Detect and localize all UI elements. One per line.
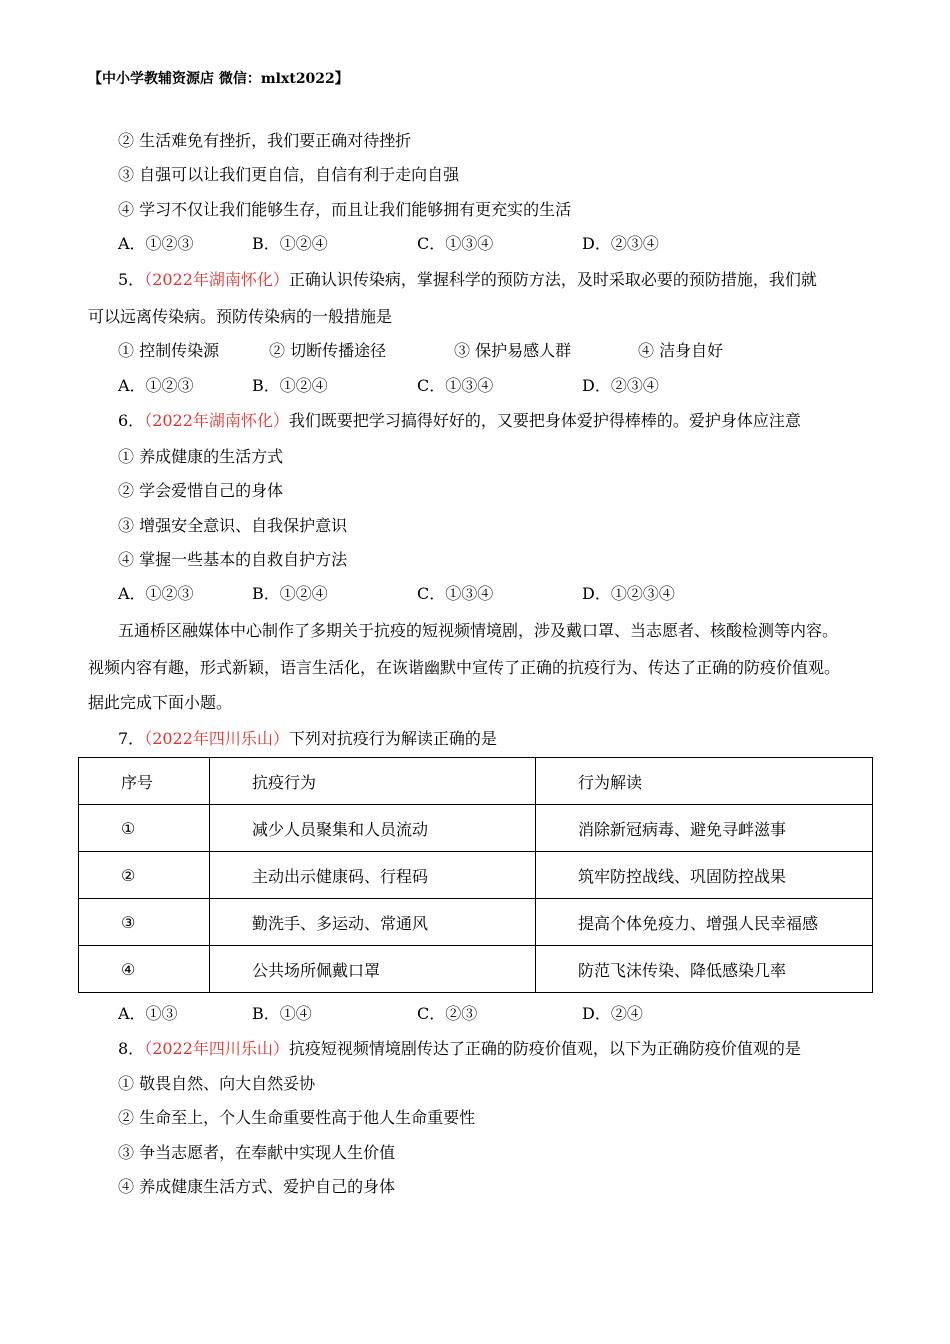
q8-item-4: ④ 养成健康生活方式、爱护自己的身体 xyxy=(118,1177,396,1196)
table-cell: 公共场所佩戴口罩 xyxy=(210,946,536,993)
q7-option-b[interactable]: B．①④ xyxy=(252,1004,312,1023)
q8-source: （2022年四川乐山） xyxy=(144,1039,289,1058)
q8-number: 8． xyxy=(118,1039,145,1058)
q5-stem-line1 xyxy=(118,267,817,290)
q5-choice-1: ① 控制传染源 xyxy=(118,341,220,360)
table-cell: 防范飞沫传染、降低感染几率 xyxy=(536,946,873,993)
q6-number: 6． xyxy=(118,411,145,430)
q5-option-d[interactable]: D．②③④ xyxy=(582,376,659,395)
q6-option-d[interactable]: D．①②③④ xyxy=(582,584,675,603)
table-cell: 主动出示健康码、行程码 xyxy=(210,852,536,899)
q5-stem-line2: 可以远离传染病。预防传染病的一般措施是 xyxy=(88,307,393,326)
q4-option-c[interactable]: C．①③④ xyxy=(417,234,494,253)
q4-item-4: ④ 学习不仅让我们能够生存，而且让我们能够拥有更充实的生活 xyxy=(118,200,572,219)
q7-option-a[interactable]: A．①③ xyxy=(118,1004,178,1023)
table-row xyxy=(79,805,873,852)
table-row xyxy=(79,852,873,899)
table-row xyxy=(79,946,873,993)
q8-item-1: ① 敬畏自然、向大自然妥协 xyxy=(118,1074,316,1093)
q7-number: 7． xyxy=(118,729,145,748)
q5-choice-3: ③ 保护易感人群 xyxy=(454,341,572,360)
q6-item-2: ② 学会爱惜自己的身体 xyxy=(118,481,284,500)
q4-option-d[interactable]: D．②③④ xyxy=(582,234,659,253)
table-cell: ④ xyxy=(79,946,210,993)
q5-choice-4: ④ 洁身自好 xyxy=(638,341,724,360)
page-header: 【中小学教辅资源店 微信：mlxt2022】 xyxy=(88,71,349,87)
q4-option-a[interactable]: A．①②③ xyxy=(118,234,194,253)
q8-item-2: ② 生命至上，个人生命重要性高于他人生命重要性 xyxy=(118,1108,476,1127)
table-cell: 筑牢防控战线、巩固防控战果 xyxy=(536,852,873,899)
q5-option-c[interactable]: C．①③④ xyxy=(417,376,494,395)
material-line-1: 五通桥区融媒体中心制作了多期关于抗疫的短视频情境剧，涉及戴口罩、当志愿者、核酸检测等内容。 xyxy=(118,621,839,640)
table-cell: 减少人员聚集和人员流动 xyxy=(210,805,536,852)
q6-stem xyxy=(118,408,801,431)
q7-table xyxy=(78,757,873,993)
q4-item-3: ③ 自强可以让我们更自信，自信有利于走向自强 xyxy=(118,165,460,184)
q8-item-3: ③ 争当志愿者，在奉献中实现人生价值 xyxy=(118,1143,396,1162)
table-cell: ① xyxy=(79,805,210,852)
q7-stem xyxy=(118,726,497,749)
q4-option-b[interactable]: B．①②④ xyxy=(252,234,328,253)
q5-source: （2022年湖南怀化） xyxy=(144,270,289,289)
q5-choice-2: ② 切断传播途径 xyxy=(269,341,387,360)
table-header-cell: 行为解读 xyxy=(536,758,873,805)
q5-option-b[interactable]: B．①②④ xyxy=(252,376,328,395)
q6-item-4: ④ 掌握一些基本的自救自护方法 xyxy=(118,550,348,569)
q6-option-b[interactable]: B．①②④ xyxy=(252,584,328,603)
q7-option-d[interactable]: D．②④ xyxy=(582,1004,643,1023)
table-row xyxy=(79,899,873,946)
q4-item-2: ② 生活难免有挫折，我们要正确对待挫折 xyxy=(118,131,412,150)
q5-number: 5． xyxy=(118,270,145,289)
table-header-row xyxy=(79,758,873,805)
material-line-3: 据此完成下面小题。 xyxy=(88,693,233,712)
q8-stem-text: 抗疫短视频情境剧传达了正确的防疫价值观，以下为正确防疫价值观的是 xyxy=(288,1039,801,1058)
q5-stem-text: 正确认识传染病，掌握科学的预防方法，及时采取必要的预防措施，我们就 xyxy=(288,270,817,289)
table-header-cell: 序号 xyxy=(79,758,210,805)
table-header-cell: 抗疫行为 xyxy=(210,758,536,805)
table-cell: 勤洗手、多运动、常通风 xyxy=(210,899,536,946)
q7-source: （2022年四川乐山） xyxy=(144,729,289,748)
q6-source: （2022年湖南怀化） xyxy=(144,411,289,430)
q6-item-1: ① 养成健康的生活方式 xyxy=(118,447,284,466)
table-cell: 消除新冠病毒、避免寻衅滋事 xyxy=(536,805,873,852)
q6-item-3: ③ 增强安全意识、自我保护意识 xyxy=(118,516,348,535)
q7-stem-text: 下列对抗疫行为解读正确的是 xyxy=(288,729,497,748)
q6-option-a[interactable]: A．①②③ xyxy=(118,584,194,603)
q8-stem xyxy=(118,1036,801,1059)
q5-option-a[interactable]: A．①②③ xyxy=(118,376,194,395)
table-cell: ③ xyxy=(79,899,210,946)
table-cell: ② xyxy=(79,852,210,899)
table-cell: 提高个体免疫力、增强人民幸福感 xyxy=(536,899,873,946)
material-line-2: 视频内容有趣，形式新颖，语言生活化，在诙谐幽默中宣传了正确的抗疫行为、传达了正确的防疫价值观。 xyxy=(88,658,841,677)
q6-stem-text: 我们既要把学习搞得好好的，又要把身体爱护得棒棒的。爱护身体应注意 xyxy=(288,411,801,430)
q7-option-c[interactable]: C．②③ xyxy=(417,1004,478,1023)
q6-option-c[interactable]: C．①③④ xyxy=(417,584,494,603)
